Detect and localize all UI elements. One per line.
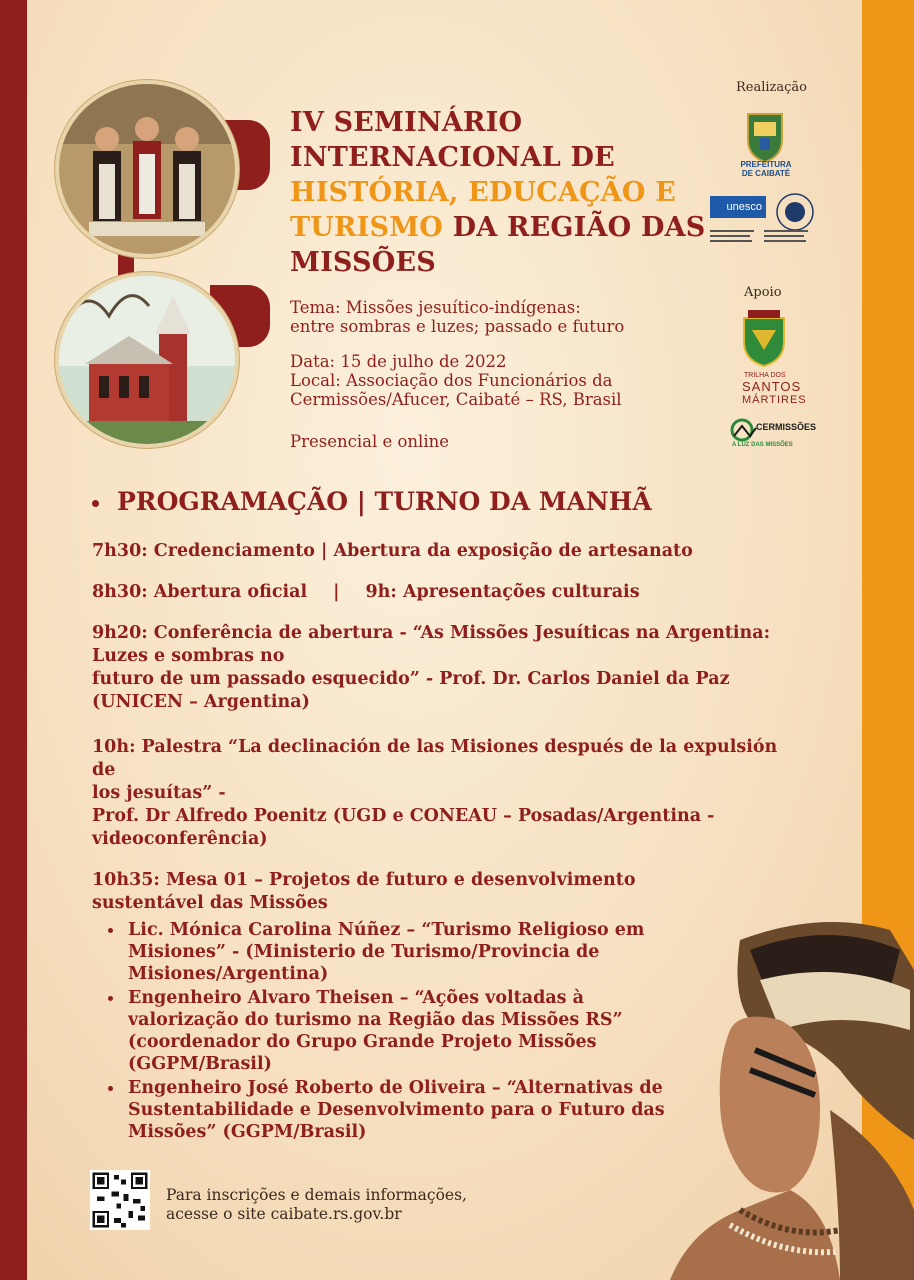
contact-line1: Para inscrições e demais informações, <box>166 1186 467 1204</box>
santos-text: SANTOS <box>742 379 802 394</box>
title-highlight: HISTÓRIA, EDUCAÇÃO E TURISMO <box>290 177 676 243</box>
schedule-item-4-line: Prof. Dr Alfredo Poenitz (UGD e CONEAU – Posadas/Argentina - <box>92 806 715 826</box>
cermissoes-tagline: A LUZ DAS MISSÕES <box>732 442 793 448</box>
prefeitura-name: PREFEITURA DE CAIBATÉ <box>740 160 792 178</box>
schedule-item-3-line: 9h20: Conferência de abertura - “As Missões Jesuíticas na Argentina: <box>92 623 771 643</box>
cermissoes-name: CERMISSÕES <box>756 422 817 432</box>
university-seal-logo <box>774 192 816 232</box>
list-item: Lic. Mónica Carolina Núñez – “Turismo Religioso em Misiones” - (Ministerio de Turismo/Provincia de Misiones/Argentina) <box>128 919 688 985</box>
saints-statue-image <box>55 80 239 258</box>
schedule-item-1-text: 7h30: Credenciamento | Abertura da exposição de artesanato <box>92 541 693 561</box>
church-image <box>55 272 239 448</box>
schedule-item-3 <box>92 622 802 714</box>
event-location-line2: Cermissões/Afucer, Caibaté – RS, Brasil <box>290 390 622 409</box>
mesa-line: sustentável das Missões <box>92 893 328 913</box>
unesco-logo: unesco <box>710 196 766 218</box>
title-part2: DA REGIÃO DAS MISSÕES <box>290 212 706 278</box>
schedule-item-2a-text: 8h30: Abertura oficial <box>92 582 308 602</box>
list-item: Engenheiro Alvaro Theisen – “Ações voltadas à valorização do turismo na Região das Missões RS” (coordenador do Grupo Grande Projeto Missões (GGPM/Brasil) <box>128 987 688 1075</box>
event-location-line1: Local: Associação dos Funcionários da <box>290 371 613 390</box>
event-info <box>290 352 730 409</box>
title-part1: IV SEMINÁRIO INTERNACIONAL DE <box>290 107 615 173</box>
bullet-icon <box>92 500 99 507</box>
event-mode: Presencial e online <box>290 432 450 451</box>
schedule-item-3-line: Luzes e sombras no <box>92 646 285 666</box>
apoio-coat-of-arms-logo <box>738 308 790 370</box>
contact-info <box>166 1186 546 1224</box>
indigenous-portrait-image <box>590 910 914 1280</box>
schedule-item-3-line: futuro de um passado esquecido” - Prof. Dr. Carlos Daniel da Paz <box>92 669 730 689</box>
apoio-label: Apoio <box>744 285 782 300</box>
contact-line2: acesse o site caibate.rs.gov.br <box>166 1205 402 1223</box>
tema-line1: Tema: Missões jesuítico-indígenas: <box>290 298 581 317</box>
event-date: Data: 15 de julho de 2022 <box>290 352 507 371</box>
martires-text: MÁRTIRES <box>742 394 807 406</box>
tema-line2: entre sombras e luzes; passado e futuro <box>290 317 625 336</box>
event-theme <box>290 298 730 336</box>
schedule-item-1 <box>92 540 802 563</box>
mesa-line: 10h35: Mesa 01 – Projetos de futuro e desenvolvimento <box>92 870 636 890</box>
schedule-item-2 <box>92 581 802 604</box>
trilha-text: TRILHA DOS <box>744 372 786 379</box>
program-heading-text: PROGRAMAÇÃO | TURNO DA MANHÃ <box>117 487 652 516</box>
schedule-separator: | <box>333 582 340 602</box>
schedule-item-4-line: 10h: Palestra “La declinación de las Misiones después de la expulsión de <box>92 737 778 780</box>
schedule-item-5 <box>92 869 802 915</box>
realizacao-label: Realização <box>736 80 808 95</box>
trilha-santos-martires-logo <box>716 372 816 414</box>
schedule-item-4-line: los jesuítas” - <box>92 783 226 803</box>
schedule-item-3-line: (UNICEN – Argentina) <box>92 692 310 712</box>
list-item: Engenheiro José Roberto de Oliveira – “Alternativas de Sustentabilidade e Desenvolvimento para o Futuro das Missões” (GGPM/Brasil) <box>128 1077 688 1143</box>
schedule-item-2b-text: 9h: Apresentações culturais <box>365 582 640 602</box>
schedule-item-4 <box>92 736 802 851</box>
unesco-chair-text-icon <box>710 228 810 248</box>
left-color-bar <box>0 0 27 1280</box>
program-heading <box>92 487 652 516</box>
qr-code[interactable] <box>90 1170 150 1230</box>
event-title <box>290 105 710 280</box>
schedule-item-4-line: videoconferência) <box>92 829 268 849</box>
